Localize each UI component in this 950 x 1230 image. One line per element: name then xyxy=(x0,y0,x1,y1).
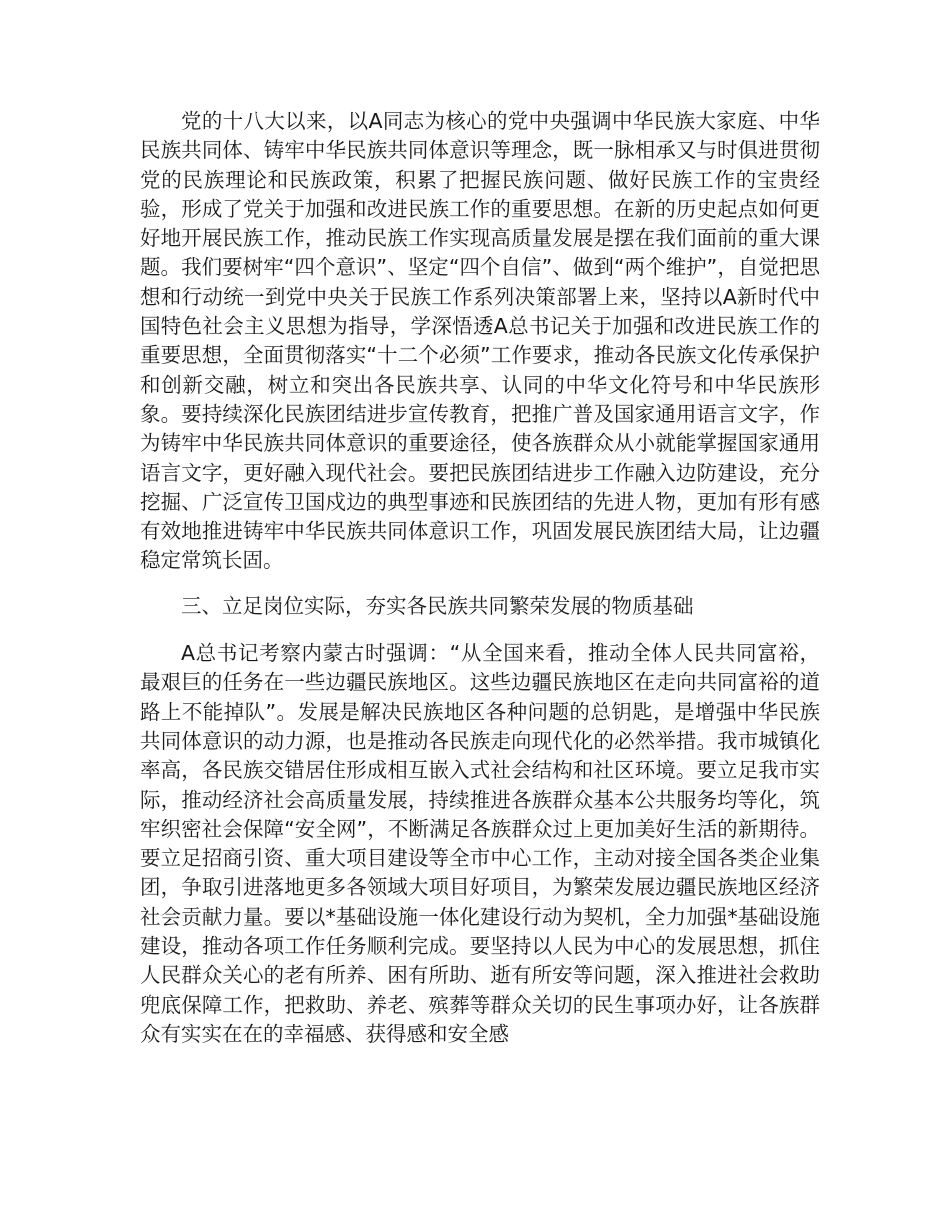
paragraph-2: A总书记考察内蒙古时强调：“从全国来看，推动全体人民共同富裕，最艰巨的任务在一些边疆民族地区。这些边疆民族地区在走向共同富裕的道路上不能掉队”。发展是解决民族地区各种问题的总钥匙，是增强中华民族共同体意识的动力源，也是推动各民族走向现代化的必然举措。我市城镇化率高，各民族交错居住形成相互嵌入式社会结构和社区环境。要立足我市实际，推动经济社会高质量发展，持续推进各族群众基本公共服务均等化，筑牢织密社会保障“安全网”，不断满足各族群众过上更加美好生活的新期待。要立足招商引资、重大项目建设等全市中心工作，主动对接全国各类企业集团，争取引进落地更多各领域大项目好项目，为繁荣发展边疆民族地区经济社会贡献力量。要以*基础设施一体化建设行动为契机，全力加强*基础设施建设，推动各项工作任务顺利完成。要坚持以人民为中心的发展思想，抓住人民群众关心的老有所养、困有所助、逝有所安等问题，深入推进社会救助兜底保障工作，把救助、养老、殡葬等群众关切的民生事项办好，让各族群众有实实在在的幸福感、获得感和安全感 xyxy=(140,641,820,1046)
document-body xyxy=(140,107,820,1049)
paragraph-1: 党的十八大以来，以A同志为核心的党中央强调中华民族大家庭、中华民族共同体、铸牢中华民族共同体意识等理念，既一脉相承又与时俱进贯彻党的民族理论和民族政策，积累了把握民族问题、做好民族工作的宝贵经验，形成了党关于加强和改进民族工作的重要思想。在新的历史起点如何更好地开展民族工作，推动民族工作实现高质量发展是摆在我们面前的重大课题。我们要树牢“四个意识”、坚定“四个自信”、做到“两个维护”，自觉把思想和行动统一到党中央关于民族工作系列决策部署上来，坚持以A新时代中国特色社会主义思想为指导，学深悟透A总书记关于加强和改进民族工作的重要思想，全面贯彻落实“十二个必须”工作要求，推动各民族文化传承保护和创新交融，树立和突出各民族共享、认同的中华文化符号和中华民族形象。要持续深化民族团结进步宣传教育，把推广普及国家通用语言文字，作为铸牢中华民族共同体意识的重要途径，使各族群众从小就能掌握国家通用语言文字，更好融入现代社会。要把民族团结进步工作融入边防建设，充分挖掘、广泛宣传卫国戍边的典型事迹和民族团结的先进人物，更加有形有感有效地推进铸牢中华民族共同体意识工作，巩固发展民族团结大局，让边疆稳定常筑长固。 xyxy=(140,109,820,573)
section-heading: 三、立足岗位实际，夯实各民族共同繁荣发展的物质基础 xyxy=(181,593,694,618)
